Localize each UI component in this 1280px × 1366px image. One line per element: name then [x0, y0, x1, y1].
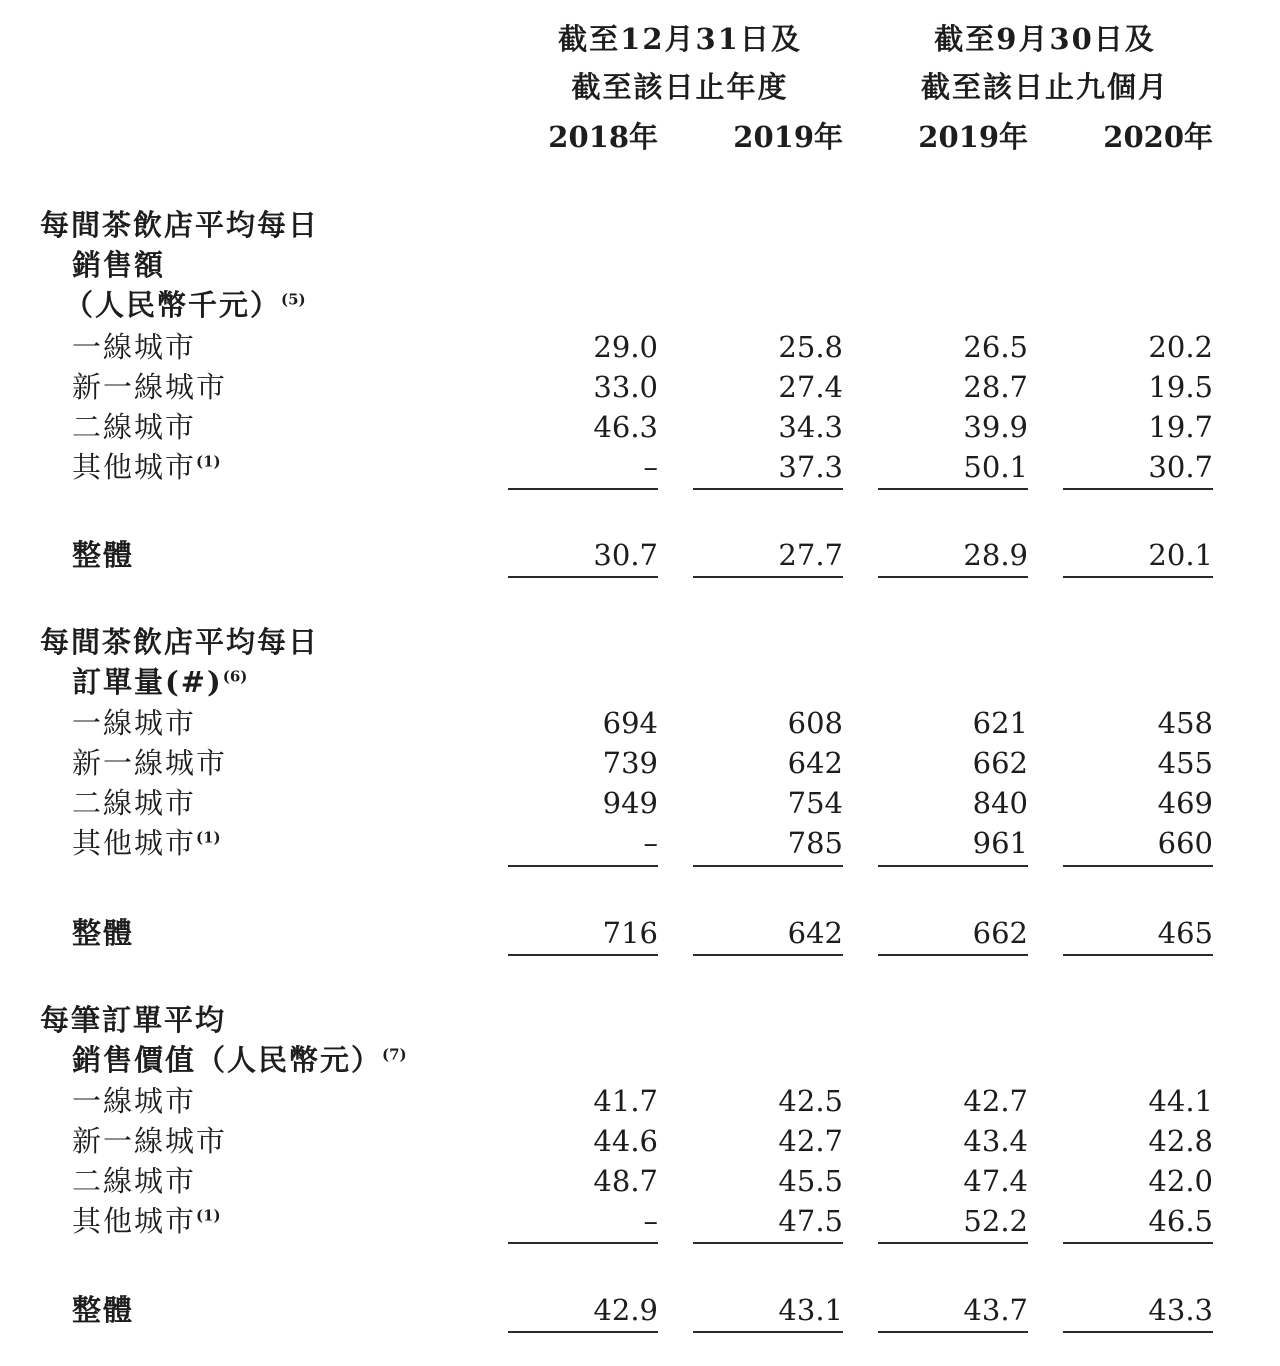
total-value: 43.3 — [1148, 1293, 1213, 1327]
footnote-marker: (5) — [281, 290, 306, 309]
total-row — [0, 535, 1280, 575]
total-value: 662 — [972, 916, 1028, 950]
cell-value: 47.5 — [778, 1204, 843, 1238]
cell-value: 42.8 — [1148, 1124, 1213, 1158]
table-row — [0, 783, 1280, 823]
cell-value: 30.7 — [1148, 450, 1213, 484]
cell-value: 20.2 — [1148, 330, 1213, 364]
cell-value: 42.5 — [778, 1084, 843, 1118]
cell-value: 46.5 — [1148, 1204, 1213, 1238]
cell-value: 47.4 — [963, 1164, 1028, 1198]
cell-value: 44.1 — [1148, 1084, 1213, 1118]
total-value: 30.7 — [593, 538, 658, 572]
column-group-header-nine-months — [885, 22, 1205, 104]
cell-value: 42.7 — [963, 1084, 1028, 1118]
cell-value: 48.7 — [593, 1164, 658, 1198]
subtotal-rule — [693, 488, 843, 490]
subtotal-rule — [508, 488, 658, 490]
total-value: 43.7 — [963, 1293, 1028, 1327]
row-label: 二線城市 — [72, 1164, 197, 1198]
row-label: 一線城市 — [72, 330, 197, 364]
year-header-2019-nine-months: 2019年 — [918, 120, 1028, 154]
row-label: 新一線城市 — [72, 370, 228, 404]
year-header-2019-annual: 2019年 — [733, 120, 843, 154]
subtotal-rule — [508, 865, 658, 867]
subtotal-rule — [1063, 488, 1213, 490]
section-title-row — [0, 662, 1280, 702]
cell-value: 50.1 — [963, 450, 1028, 484]
total-label: 整體 — [72, 1293, 135, 1327]
total-row — [0, 1290, 1280, 1330]
row-label — [72, 447, 221, 487]
row-label — [72, 823, 221, 863]
year-header-2018: 2018年 — [548, 120, 658, 154]
table-row — [0, 1081, 1280, 1121]
cell-value: 27.4 — [778, 370, 843, 404]
cell-value: 739 — [602, 746, 658, 780]
footnote-marker: (1) — [196, 452, 221, 471]
subtotal-rule — [508, 1242, 658, 1244]
cell-value: 28.7 — [963, 370, 1028, 404]
cell-value: 19.7 — [1148, 410, 1213, 444]
section-title-row — [0, 1040, 1280, 1080]
total-value: 27.7 — [778, 538, 843, 572]
cell-value: 458 — [1157, 706, 1213, 740]
total-rule — [1063, 576, 1213, 578]
table-row — [0, 1161, 1280, 1201]
subtotal-rule — [693, 1242, 843, 1244]
cell-value: 961 — [972, 826, 1028, 860]
cell-value: 26.5 — [963, 330, 1028, 364]
total-rule — [508, 576, 658, 578]
cell-value: 840 — [972, 786, 1028, 820]
table-row — [0, 407, 1280, 447]
header-line: 截至該日止年度 — [571, 70, 789, 104]
cell-value: 662 — [972, 746, 1028, 780]
subtotal-rule — [693, 865, 843, 867]
subtotal-rule — [878, 865, 1028, 867]
section-title: 銷售額 — [72, 248, 166, 282]
table-row — [0, 1121, 1280, 1161]
year-header-2020: 2020年 — [1103, 120, 1213, 154]
total-rule — [508, 954, 658, 956]
total-rule — [878, 1331, 1028, 1333]
cell-value: 455 — [1157, 746, 1213, 780]
table-row — [0, 327, 1280, 367]
cell-value: 949 — [602, 786, 658, 820]
row-label-text: 其他城市 — [72, 450, 197, 484]
row-label: 新一線城市 — [72, 746, 228, 780]
row-label-text: 其他城市 — [72, 826, 197, 860]
total-rule — [878, 576, 1028, 578]
total-value: 28.9 — [963, 538, 1028, 572]
cell-value: 29.0 — [593, 330, 658, 364]
table-row — [0, 823, 1280, 863]
cell-value: 34.3 — [778, 410, 843, 444]
total-rule — [1063, 1331, 1213, 1333]
section-title — [72, 1040, 407, 1080]
table-row — [0, 703, 1280, 743]
cell-value: 469 — [1157, 786, 1213, 820]
cell-value: 45.5 — [778, 1164, 843, 1198]
subtotal-rule — [1063, 865, 1213, 867]
total-value: 20.1 — [1148, 538, 1213, 572]
cell-value: 642 — [787, 746, 843, 780]
section-title: 每間茶飲店平均每日 — [40, 625, 320, 659]
section-title-text: 銷售價值（人民幣元） — [72, 1043, 383, 1077]
cell-value: – — [643, 1204, 658, 1238]
total-rule — [693, 576, 843, 578]
footnote-marker: (6) — [222, 667, 248, 686]
row-label — [72, 1201, 221, 1241]
row-label: 一線城市 — [72, 1084, 197, 1118]
section-title-text: 訂單量(#) — [72, 665, 223, 699]
cell-value: 754 — [787, 786, 843, 820]
total-row — [0, 913, 1280, 953]
section-title-unit — [64, 285, 306, 325]
cell-value: 37.3 — [778, 450, 843, 484]
total-rule — [508, 1331, 658, 1333]
row-label: 新一線城市 — [72, 1124, 228, 1158]
total-value: 642 — [787, 916, 843, 950]
total-value: 465 — [1157, 916, 1213, 950]
table-row — [0, 367, 1280, 407]
section-title-row — [0, 205, 1280, 245]
footnote-marker: (1) — [196, 828, 221, 847]
cell-value: 33.0 — [593, 370, 658, 404]
row-label-text: 其他城市 — [72, 1204, 197, 1238]
cell-value: 46.3 — [593, 410, 658, 444]
cell-value: 39.9 — [963, 410, 1028, 444]
table-row — [0, 1201, 1280, 1241]
cell-value: 621 — [972, 706, 1028, 740]
subtotal-rule — [878, 488, 1028, 490]
cell-value: 660 — [1157, 826, 1213, 860]
section-title-row — [0, 245, 1280, 285]
table-row — [0, 743, 1280, 783]
total-rule — [1063, 954, 1213, 956]
total-value: 716 — [602, 916, 658, 950]
cell-value: 25.8 — [778, 330, 843, 364]
total-label: 整體 — [72, 538, 135, 572]
cell-value: 52.2 — [963, 1204, 1028, 1238]
row-label: 二線城市 — [72, 410, 197, 444]
subtotal-rule — [878, 1242, 1028, 1244]
cell-value: 43.4 — [963, 1124, 1028, 1158]
section-title — [72, 662, 247, 702]
cell-value: 42.7 — [778, 1124, 843, 1158]
total-rule — [693, 954, 843, 956]
total-label: 整體 — [72, 916, 135, 950]
header-line: 截至9月30日及 — [934, 22, 1156, 56]
footnote-marker: (1) — [196, 1206, 221, 1225]
cell-value: 608 — [787, 706, 843, 740]
header-line: 截至該日止九個月 — [920, 70, 1169, 104]
row-label: 一線城市 — [72, 706, 197, 740]
footnote-marker: (7) — [382, 1045, 407, 1064]
subtotal-rule — [1063, 1242, 1213, 1244]
cell-value: 44.6 — [593, 1124, 658, 1158]
column-group-header-annual — [520, 22, 840, 104]
total-rule — [878, 954, 1028, 956]
section-title-row — [0, 622, 1280, 662]
total-value: 42.9 — [593, 1293, 658, 1327]
table-row — [0, 447, 1280, 487]
section-title: 每間茶飲店平均每日 — [40, 208, 320, 242]
section-title-unit-text: （人民幣千元） — [64, 288, 282, 322]
header-line: 截至12月31日及 — [558, 22, 802, 56]
cell-value: 42.0 — [1148, 1164, 1213, 1198]
cell-value: – — [643, 826, 658, 860]
total-rule — [693, 1331, 843, 1333]
cell-value: 785 — [787, 826, 843, 860]
section-title-row — [0, 1000, 1280, 1040]
row-label: 二線城市 — [72, 786, 197, 820]
cell-value: 19.5 — [1148, 370, 1213, 404]
section-title-row — [0, 285, 1280, 325]
section-title: 每筆訂單平均 — [40, 1003, 227, 1037]
cell-value: – — [643, 450, 658, 484]
cell-value: 694 — [602, 706, 658, 740]
total-value: 43.1 — [778, 1293, 843, 1327]
cell-value: 41.7 — [593, 1084, 658, 1118]
